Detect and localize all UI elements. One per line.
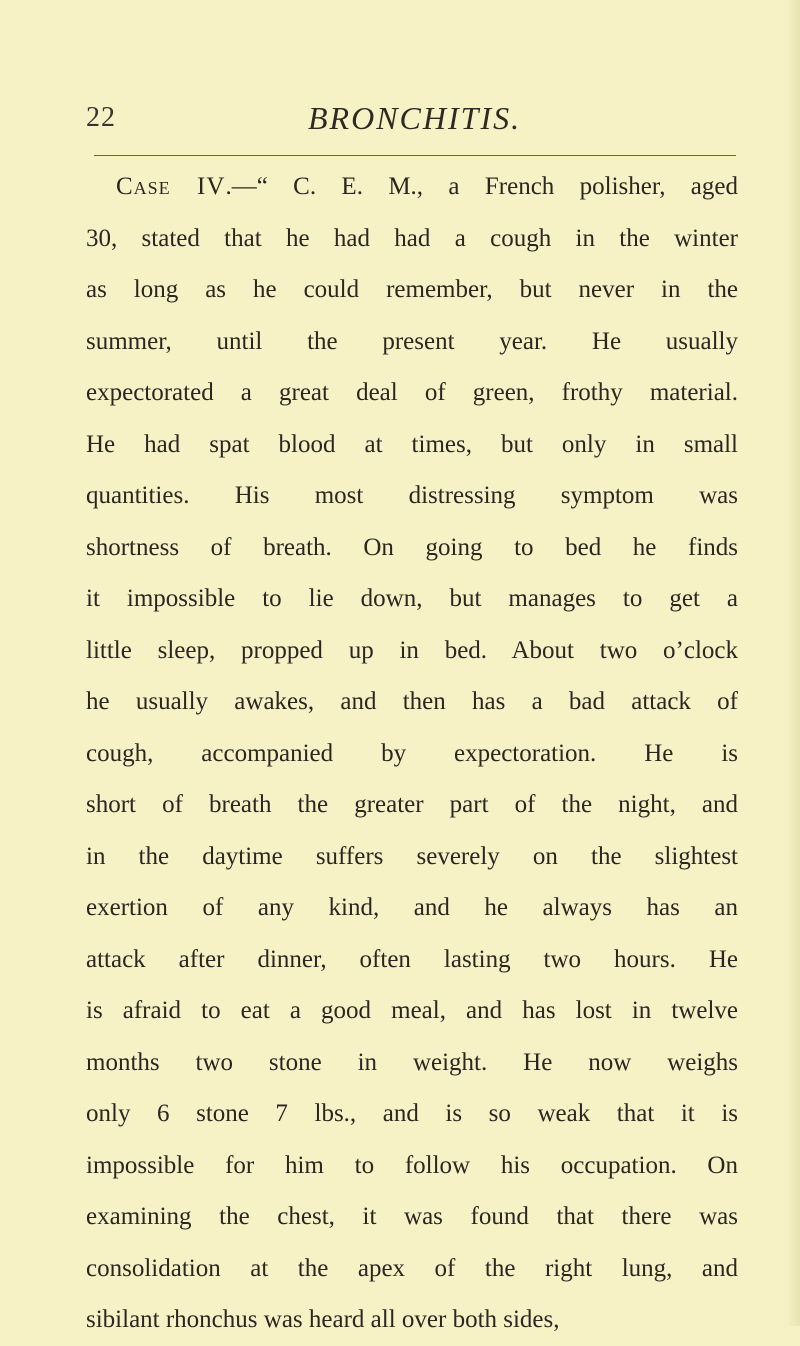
text-line: He had spat blood at times, but only in small xyxy=(86,430,738,458)
text-line: little sleep, propped up in bed. About two o’clock xyxy=(86,636,738,664)
text-line: consolidation at the apex of the right lung, and xyxy=(86,1254,738,1282)
text-line: examining the chest, it was found that there was xyxy=(86,1203,738,1230)
text-line: in the daytime suffers severely on the slightest xyxy=(86,842,738,870)
text-line: Case IV.—“ C. E. M., a French polisher, aged xyxy=(116,173,738,200)
text-line: sibilant rhonchus was heard all over both sides, xyxy=(86,1306,560,1333)
text-line: shortness of breath. On going to bed he finds xyxy=(86,533,738,561)
running-head: BRONCHITIS. xyxy=(308,100,522,136)
page-number: 22 xyxy=(86,102,116,133)
text-line: is afraid to eat a good meal, and has lost in twelve xyxy=(86,997,738,1024)
text-line: he usually awakes, and then has a bad attack of xyxy=(86,688,738,715)
text-line: only 6 stone 7 lbs., and is so weak that it is xyxy=(86,1100,738,1127)
text-line: short of breath the greater part of the night, and xyxy=(86,791,738,818)
header-rule xyxy=(94,155,736,156)
text-line: as long as he could remember, but never in the xyxy=(86,276,738,303)
text-line: 30, stated that he had had a cough in the winter xyxy=(86,224,738,252)
text-line: exertion of any kind, and he always has an xyxy=(86,894,738,921)
text-line: expectorated a great deal of green, frothy material. xyxy=(86,379,738,406)
case-label: Case IV xyxy=(116,173,226,200)
text-line: summer, until the present year. He usually xyxy=(86,327,738,355)
text-line: months two stone in weight. He now weighs xyxy=(86,1048,738,1076)
page-edge-shadow xyxy=(786,0,800,1326)
text-line: it impossible to lie down, but manages to get a xyxy=(86,585,738,612)
case-paragraph xyxy=(86,161,738,1346)
text-line: attack after dinner, often lasting two hours. He xyxy=(86,945,738,973)
text-line: quantities. His most distressing symptom was xyxy=(86,482,738,509)
text-line: cough, accompanied by expectoration. He is xyxy=(86,739,738,767)
text-line: impossible for him to follow his occupation. On xyxy=(86,1151,738,1179)
